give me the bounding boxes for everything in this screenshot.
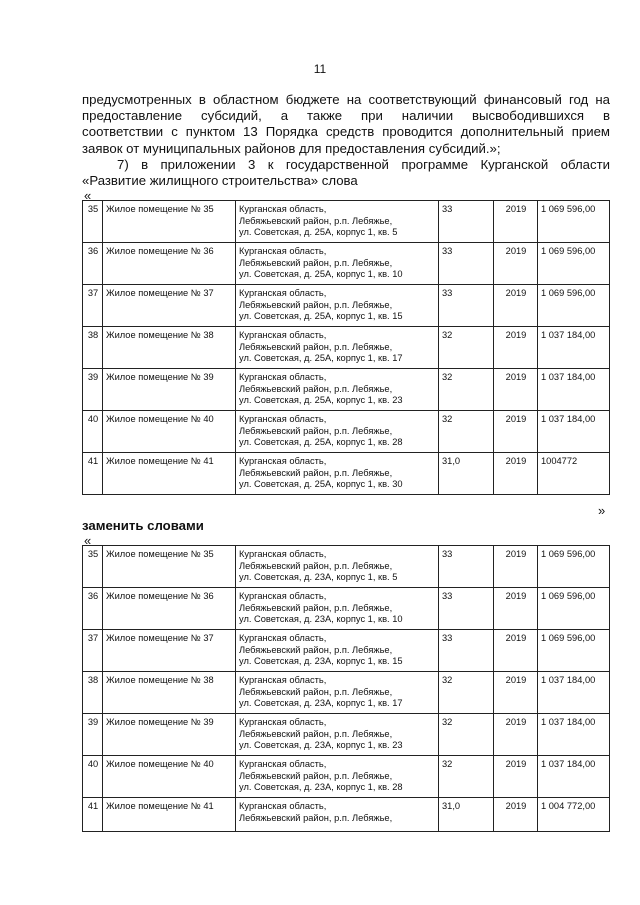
paragraph-line: предусмотренных в областном бюджете на соответствующий финансовый год на xyxy=(82,92,610,107)
premise-year: 2019 xyxy=(494,369,538,411)
premise-address: Курганская область, Лебяжьевский район, р.п. Лебяжье, ул. Советская, д. 23А, корпус 1, кв. 5 xyxy=(236,546,439,588)
premise-name: Жилое помещение № 37 xyxy=(103,630,236,672)
table-row xyxy=(83,588,610,630)
premise-year: 2019 xyxy=(494,453,538,495)
premise-area: 33 xyxy=(439,546,494,588)
row-number: 37 xyxy=(83,630,103,672)
premise-address: Курганская область, Лебяжьевский район, р.п. Лебяжье, ул. Советская, д. 25А, корпус 1, кв. 28 xyxy=(236,411,439,453)
page-number: 11 xyxy=(313,62,327,76)
premise-year: 2019 xyxy=(494,630,538,672)
premise-year: 2019 xyxy=(494,756,538,798)
premise-address: Курганская область, Лебяжьевский район, р.п. Лебяжье, ул. Советская, д. 23А, корпус 1, кв. 15 xyxy=(236,630,439,672)
table-row xyxy=(83,327,610,369)
premise-address: Курганская область, Лебяжьевский район, р.п. Лебяжье, ул. Советская, д. 25А, корпус 1, кв. 5 xyxy=(236,201,439,243)
premise-year: 2019 xyxy=(494,672,538,714)
premise-price: 1 004 772,00 xyxy=(538,798,610,832)
row-number: 36 xyxy=(83,243,103,285)
row-number: 38 xyxy=(83,327,103,369)
row-number: 37 xyxy=(83,285,103,327)
row-number: 36 xyxy=(83,588,103,630)
premise-address: Курганская область, Лебяжьевский район, р.п. Лебяжье, xyxy=(236,798,439,832)
premise-price: 1004772 xyxy=(538,453,610,495)
premise-area: 33 xyxy=(439,588,494,630)
table-row xyxy=(83,546,610,588)
premise-name: Жилое помещение № 39 xyxy=(103,369,236,411)
premise-area: 32 xyxy=(439,756,494,798)
row-number: 38 xyxy=(83,672,103,714)
premise-price: 1 069 596,00 xyxy=(538,285,610,327)
premise-year: 2019 xyxy=(494,588,538,630)
premise-year: 2019 xyxy=(494,201,538,243)
table-row xyxy=(83,798,610,832)
premise-price: 1 069 596,00 xyxy=(538,546,610,588)
table-row xyxy=(83,756,610,798)
row-number: 41 xyxy=(83,453,103,495)
table-row xyxy=(83,672,610,714)
row-number: 40 xyxy=(83,411,103,453)
premise-address: Курганская область, Лебяжьевский район, р.п. Лебяжье, ул. Советская, д. 25А, корпус 1, кв. 15 xyxy=(236,285,439,327)
premise-price: 1 069 596,00 xyxy=(538,630,610,672)
premise-price: 1 037 184,00 xyxy=(538,672,610,714)
table-row xyxy=(83,243,610,285)
premise-price: 1 037 184,00 xyxy=(538,327,610,369)
close-quote: » xyxy=(598,503,606,518)
premise-name: Жилое помещение № 41 xyxy=(103,798,236,832)
premise-price: 1 069 596,00 xyxy=(538,588,610,630)
premise-address: Курганская область, Лебяжьевский район, р.п. Лебяжье, ул. Советская, д. 23А, корпус 1, кв. 17 xyxy=(236,672,439,714)
premise-area: 33 xyxy=(439,630,494,672)
premise-price: 1 037 184,00 xyxy=(538,756,610,798)
table-row xyxy=(83,453,610,495)
table-row xyxy=(83,201,610,243)
table-row xyxy=(83,285,610,327)
row-number: 39 xyxy=(83,369,103,411)
new-table xyxy=(82,545,610,832)
premise-name: Жилое помещение № 35 xyxy=(103,546,236,588)
premise-area: 31,0 xyxy=(439,798,494,832)
premise-year: 2019 xyxy=(494,243,538,285)
premise-name: Жилое помещение № 38 xyxy=(103,672,236,714)
paragraph-line: заявок от муниципальных районов для предоставления субсидий.»; xyxy=(82,140,501,156)
premise-address: Курганская область, Лебяжьевский район, р.п. Лебяжье, ул. Советская, д. 25А, корпус 1, кв. 17 xyxy=(236,327,439,369)
premise-address: Курганская область, Лебяжьевский район, р.п. Лебяжье, ул. Советская, д. 25А, корпус 1, кв. 10 xyxy=(236,243,439,285)
premise-address: Курганская область, Лебяжьевский район, р.п. Лебяжье, ул. Советская, д. 23А, корпус 1, кв. 28 xyxy=(236,756,439,798)
premise-name: Жилое помещение № 40 xyxy=(103,411,236,453)
premise-price: 1 037 184,00 xyxy=(538,369,610,411)
premise-name: Жилое помещение № 39 xyxy=(103,714,236,756)
table-row xyxy=(83,714,610,756)
row-number: 40 xyxy=(83,756,103,798)
premise-name: Жилое помещение № 40 xyxy=(103,756,236,798)
open-quote: « xyxy=(84,533,92,548)
row-number: 35 xyxy=(83,201,103,243)
premise-year: 2019 xyxy=(494,714,538,756)
premise-year: 2019 xyxy=(494,285,538,327)
premise-year: 2019 xyxy=(494,546,538,588)
premise-address: Курганская область, Лебяжьевский район, р.п. Лебяжье, ул. Советская, д. 25А, корпус 1, кв. 30 xyxy=(236,453,439,495)
table-row xyxy=(83,411,610,453)
premise-price: 1 037 184,00 xyxy=(538,714,610,756)
premise-area: 33 xyxy=(439,285,494,327)
premise-name: Жилое помещение № 35 xyxy=(103,201,236,243)
premise-area: 32 xyxy=(439,672,494,714)
open-quote: « xyxy=(84,188,92,203)
premise-address: Курганская область, Лебяжьевский район, р.п. Лебяжье, ул. Советская, д. 25А, корпус 1, кв. 23 xyxy=(236,369,439,411)
table-row xyxy=(83,369,610,411)
premise-name: Жилое помещение № 36 xyxy=(103,243,236,285)
row-number: 35 xyxy=(83,546,103,588)
premise-area: 31,0 xyxy=(439,453,494,495)
paragraph-line: предоставление субсидий, а также при наличии высвободившихся в xyxy=(82,108,610,124)
premise-area: 32 xyxy=(439,411,494,453)
premise-area: 33 xyxy=(439,243,494,285)
premise-price: 1 069 596,00 xyxy=(538,201,610,243)
premise-area: 32 xyxy=(439,369,494,411)
item7-line: «Развитие жилищного строительства» слова xyxy=(82,173,358,189)
row-number: 39 xyxy=(83,714,103,756)
body-paragraph xyxy=(82,92,610,157)
premise-name: Жилое помещение № 37 xyxy=(103,285,236,327)
amendment-item-7 xyxy=(82,157,610,189)
premise-name: Жилое помещение № 38 xyxy=(103,327,236,369)
premise-price: 1 037 184,00 xyxy=(538,411,610,453)
paragraph-line: соответствии с пунктом 13 Порядка средств проводится дополнительный прием xyxy=(82,124,610,140)
premise-year: 2019 xyxy=(494,411,538,453)
table-row xyxy=(83,630,610,672)
premise-year: 2019 xyxy=(494,798,538,832)
premise-name: Жилое помещение № 36 xyxy=(103,588,236,630)
replace-heading: заменить словами xyxy=(82,518,204,533)
premise-address: Курганская область, Лебяжьевский район, р.п. Лебяжье, ул. Советская, д. 23А, корпус 1, кв. 23 xyxy=(236,714,439,756)
premise-price: 1 069 596,00 xyxy=(538,243,610,285)
premise-area: 32 xyxy=(439,714,494,756)
row-number: 41 xyxy=(83,798,103,832)
premise-address: Курганская область, Лебяжьевский район, р.п. Лебяжье, ул. Советская, д. 23А, корпус 1, кв. 10 xyxy=(236,588,439,630)
item7-line: 7) в приложении 3 к государственной программе Курганской области xyxy=(117,157,610,172)
premise-area: 32 xyxy=(439,327,494,369)
old-table xyxy=(82,200,610,495)
premise-name: Жилое помещение № 41 xyxy=(103,453,236,495)
premise-area: 33 xyxy=(439,201,494,243)
premise-year: 2019 xyxy=(494,327,538,369)
